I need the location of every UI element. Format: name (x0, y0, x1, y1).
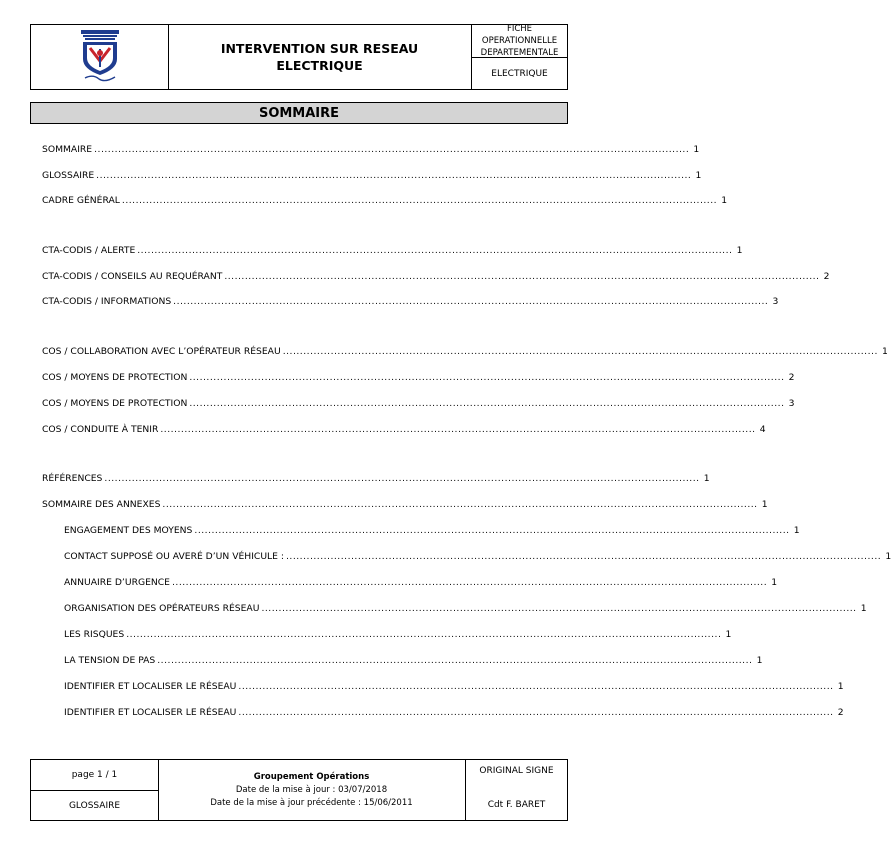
toc-page: 1 (837, 681, 844, 692)
toc-label: LES RISQUES (64, 629, 125, 640)
toc-leader: .............................................................................................................................................................................. (286, 551, 882, 562)
signer-name: Cdt F. BARET (487, 800, 546, 810)
toc-page: 1 (725, 629, 732, 640)
toc-entry[interactable] (42, 497, 768, 511)
toc-label: CTA-CODIS / INFORMATIONS (42, 296, 172, 307)
toc-leader: .............................................................................................................................................................................. (238, 707, 834, 718)
doc-type-line-1: FICHE OPERATIONNELLE (481, 24, 558, 46)
toc-label: IDENTIFIER ET LOCALISER LE RÉSEAU (64, 707, 237, 718)
toc-page: 1 (695, 170, 702, 181)
toc-page: 1 (761, 499, 768, 510)
toc-label: GLOSSAIRE (42, 170, 95, 181)
toc-entry[interactable] (42, 294, 779, 308)
doc-type-line-2: DEPARTEMENTALE (480, 48, 559, 58)
document-footer (30, 759, 568, 821)
toc-entry[interactable] (42, 269, 830, 283)
page-number: page 1 / 1 (31, 760, 158, 791)
section-title: SOMMAIRE (30, 102, 568, 124)
toc-leader: .............................................................................................................................................................................. (189, 398, 785, 409)
toc-entry[interactable] (42, 396, 795, 410)
toc-page: 4 (759, 424, 766, 435)
toc-entry[interactable] (64, 575, 778, 589)
update-date: Date de la mise à jour : 03/07/2018 (235, 784, 388, 795)
footer-group: Groupement Opérations (253, 771, 370, 782)
toc-entry[interactable] (64, 705, 844, 719)
toc-entry[interactable] (42, 370, 795, 384)
toc-page: 1 (793, 525, 800, 536)
toc-label: COS / MOYENS DE PROTECTION (42, 372, 188, 383)
toc-page: 2 (788, 372, 795, 383)
document-title (168, 25, 472, 89)
toc-entry[interactable] (42, 168, 702, 182)
toc-entry[interactable] (64, 679, 844, 693)
toc-page: 1 (771, 577, 778, 588)
toc-leader: .............................................................................................................................................................................. (96, 170, 692, 181)
toc-leader: .............................................................................................................................................................................. (104, 473, 700, 484)
toc-leader: .............................................................................................................................................................................. (162, 499, 758, 510)
toc-label: IDENTIFIER ET LOCALISER LE RÉSEAU (64, 681, 237, 692)
footer-signature-cell (466, 760, 567, 820)
toc-page: 3 (788, 398, 795, 409)
toc-leader: .............................................................................................................................................................................. (157, 655, 753, 666)
toc-label: SOMMAIRE DES ANNEXES (42, 499, 161, 510)
toc-page: 2 (823, 271, 830, 282)
toc-page: 3 (772, 296, 779, 307)
toc-entry[interactable] (64, 627, 732, 641)
toc-page: 1 (736, 245, 743, 256)
toc-label: ORGANISATION DES OPÉRATEURS RÉSEAU (64, 603, 260, 614)
toc-page: 1 (693, 144, 700, 155)
toc-entry[interactable] (64, 601, 867, 615)
toc-leader: .............................................................................................................................................................................. (160, 424, 756, 435)
sdis-crest-icon (79, 29, 121, 85)
toc-label: LA TENSION DE PAS (64, 655, 156, 666)
toc-leader: .............................................................................................................................................................................. (261, 603, 857, 614)
toc-entry[interactable] (42, 422, 766, 436)
toc-label: COS / CONDUITE À TENIR (42, 424, 159, 435)
title-line-2: ELECTRIQUE (276, 58, 363, 73)
toc-leader: .............................................................................................................................................................................. (94, 144, 690, 155)
toc-page: 1 (703, 473, 710, 484)
toc-label: ENGAGEMENT DES MOYENS (64, 525, 193, 536)
toc-leader: .............................................................................................................................................................................. (194, 525, 790, 536)
document-category: ELECTRIQUE (491, 68, 548, 79)
toc-leader: .............................................................................................................................................................................. (137, 245, 733, 256)
toc-page: 2 (837, 707, 844, 718)
footer-update-cell (158, 760, 466, 820)
toc-page: 1 (860, 603, 867, 614)
toc-page: 1 (882, 346, 888, 357)
toc-leader: .............................................................................................................................................................................. (121, 195, 718, 206)
toc-leader: .............................................................................................................................................................................. (173, 296, 769, 307)
toc-leader: .............................................................................................................................................................................. (126, 629, 722, 640)
document-type-cell (472, 25, 567, 89)
toc-entry[interactable] (64, 549, 891, 563)
footer-section: GLOSSAIRE (68, 800, 121, 811)
toc-entry[interactable] (42, 193, 728, 207)
document-header (30, 24, 568, 90)
previous-update-date: Date de la mise à jour précédente : 15/06/2011 (210, 797, 413, 808)
toc-label: RÉFÉRENCES (42, 473, 103, 484)
toc-entry[interactable] (64, 523, 800, 537)
toc-label: COS / COLLABORATION AVEC L’OPÉRATEUR RÉSEAU (42, 346, 281, 357)
toc-label: COS / MOYENS DE PROTECTION (42, 398, 188, 409)
toc-label: ANNUAIRE D’URGENCE (64, 577, 170, 588)
original-signed: ORIGINAL SIGNE (479, 766, 554, 776)
toc-page: 1 (885, 551, 891, 562)
logo-cell (31, 25, 169, 89)
document-type (472, 25, 567, 58)
toc-page: 1 (721, 195, 728, 206)
toc-label: CADRE GÉNÉRAL (42, 195, 120, 206)
toc-entry[interactable] (64, 653, 763, 667)
toc-leader: .............................................................................................................................................................................. (282, 346, 878, 357)
toc-entry[interactable] (42, 471, 710, 485)
toc-label: CONTACT SUPPOSÉ OU AVERÉ D’UN VÉHICULE : (64, 551, 284, 562)
toc-leader: .............................................................................................................................................................................. (189, 372, 785, 383)
toc-label: CTA-CODIS / ALERTE (42, 245, 136, 256)
toc-label: CTA-CODIS / CONSEILS AU REQUÉRANT (42, 271, 223, 282)
toc-entry[interactable] (42, 344, 888, 358)
footer-page-cell (31, 760, 159, 820)
title-line-1: INTERVENTION SUR RESEAU (220, 41, 419, 56)
toc-page: 1 (756, 655, 763, 666)
toc-leader: .............................................................................................................................................................................. (238, 681, 834, 692)
toc-entry[interactable] (42, 142, 700, 156)
toc-label: SOMMAIRE (42, 144, 93, 155)
toc-entry[interactable] (42, 243, 743, 257)
toc-leader: .............................................................................................................................................................................. (171, 577, 768, 588)
toc-leader: .............................................................................................................................................................................. (224, 271, 820, 282)
